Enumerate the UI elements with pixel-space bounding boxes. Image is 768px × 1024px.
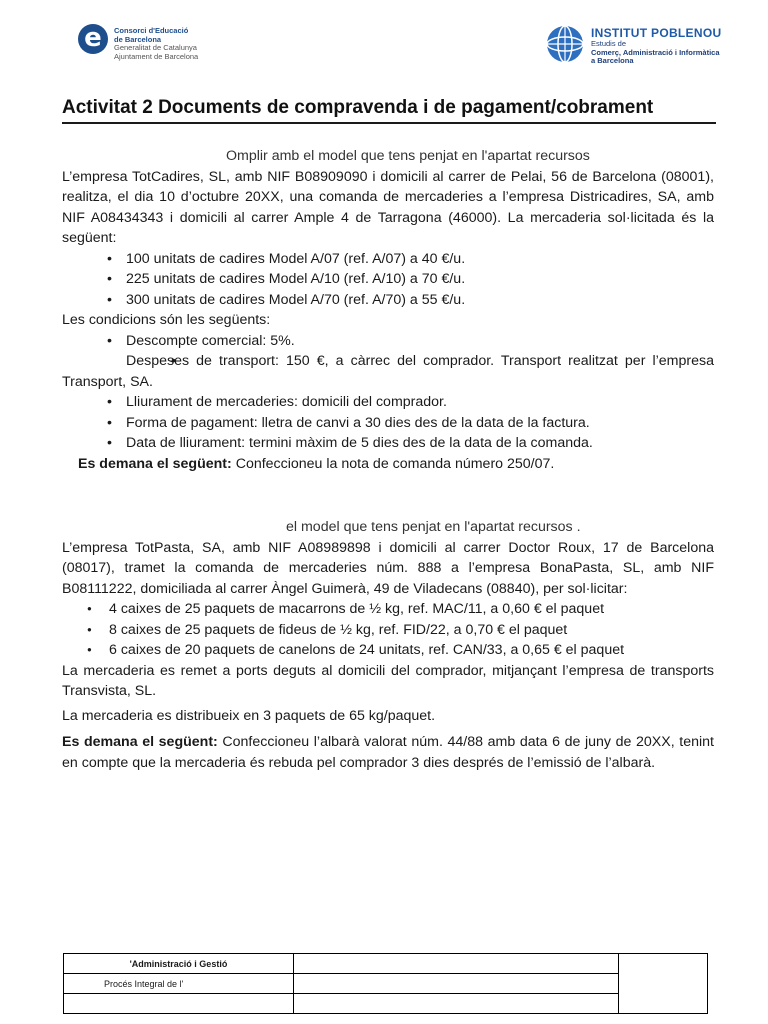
intro-paragraph: L’empresa TotCadires, SL, amb NIF B08909090 i domicili al carrer de Pelai, 56 de Barcelona (08001), realitza, el dia 10 d’octubre 20XX, una comanda de mercaderies a l’empresa Districadires, SA, amb NIF A08434343 i domicili al carrer Ample 4 de Tarragona (46000). La mercaderia sol·licitada és la següent:: [62, 168, 714, 246]
footer-cell-empty: [294, 994, 619, 1014]
logo-line: Consorci d'Educació: [114, 26, 189, 35]
list-item: • Lliurament de mercaderies: domicili del comprador.: [62, 392, 714, 413]
list-item: [62, 351, 714, 392]
footer-cell-empty: [619, 954, 708, 1014]
footer-cell-empty: [64, 994, 294, 1014]
table-row: [64, 954, 708, 974]
list-item: ● 8 caixes de 25 paquets de fideus de ½ kg, ref. FID/22, a 0,70 € el paquet: [62, 620, 714, 641]
table-row: [64, 994, 708, 1014]
task-statement: [62, 732, 714, 773]
globe-logo-icon: [545, 24, 585, 64]
footer-cell-label: 'Administració i Gestió: [64, 954, 294, 974]
logo-line: Estudis de: [591, 39, 627, 48]
task-statement: [62, 454, 714, 475]
list-item: ● 4 caixes de 25 paquets de macarrons de ½ kg, ref. MAC/11, a 0,60 € el paquet: [62, 599, 714, 620]
institut-name: INSTITUT POBLENOU: [591, 26, 722, 40]
packages-paragraph: La mercaderia es distribueix en 3 paquets de 65 kg/paquet.: [62, 707, 436, 724]
consorci-logo-text: [114, 27, 198, 61]
list-item: • 300 unitats de cadires Model A/70 (ref. A/70) a 55 €/u.: [62, 290, 714, 311]
list-item: • 225 unitats de cadires Model A/10 (ref. A/10) a 70 €/u.: [62, 269, 714, 290]
list-item: • Descompte comercial: 5%.: [62, 331, 714, 352]
order-items-list: [62, 599, 714, 661]
logo-line: Ajuntament de Barcelona: [114, 51, 199, 61]
institut-logo-text: [591, 27, 721, 66]
consorci-logo: [78, 24, 198, 61]
logo-line: a Barcelona: [591, 56, 634, 65]
footer-table: [63, 953, 708, 1014]
task-label: Es demana el següent:: [78, 455, 232, 472]
section-2: [62, 517, 714, 773]
list-item: ● 6 caixes de 20 paquets de canelons de 24 unitats, ref. CAN/33, a 0,65 € el paquet: [62, 640, 714, 661]
footer-cell-label: Procés Integral de l': [64, 974, 294, 994]
intro-paragraph: L’empresa TotPasta, SA, amb NIF A08989898 i domicili al carrer Doctor Roux, 17 de Barcelona (08017), tramet la comanda de mercaderies núm. 888 a l’empresa BonaPasta, SL, amb NIF B08111222, domiciliada al carrer Àngel Guimerà, 49 de Viladecans (08840), per sol·licitar:: [62, 539, 714, 597]
footer-cell-empty: [294, 974, 619, 994]
conditions-label: Les condicions són les següents:: [62, 312, 271, 328]
list-item: • 100 unitats de cadires Model A/07 (ref. A/07) a 40 €/u.: [62, 249, 714, 270]
page-header: [0, 0, 768, 92]
task-text: Confeccioneu la nota de comanda número 250/07.: [231, 455, 555, 472]
list-item: • Data de lliurament: termini màxim de 5 dies des de la data de la comanda.: [62, 433, 714, 454]
section-1: [62, 146, 714, 474]
order-items-list: [62, 249, 714, 311]
logo-line: Comerç, Administració i Informàtica: [591, 47, 720, 57]
conditions-list: [62, 331, 714, 454]
instruction-note: el model que tens penjat en l'apartat recursos .: [286, 519, 581, 535]
page-title: Activitat 2 Documents de compravenda i de pagament/cobrament: [62, 97, 716, 124]
list-item: • Forma de pagament: lletra de canvi a 30 dies des de la data de la factura.: [62, 413, 714, 434]
logo-line: de Barcelona: [114, 34, 162, 44]
e-logo-icon: e: [78, 24, 108, 54]
logo-line: Generalitat de Catalunya: [114, 43, 197, 52]
table-row: [64, 974, 708, 994]
shipping-paragraph: La mercaderia es remet a ports deguts al domicili del comprador, mitjançant l’empresa de transports Transvista, SL.: [62, 662, 714, 699]
task-label: Es demana el següent:: [62, 734, 218, 750]
task-text: Confeccioneu l’albarà valorat núm. 44/88 amb data 6 de juny de 20XX, tenint en compte que la mercaderia és rebuda pel comprador 3 dies després de l’emissió de l’albarà.: [62, 734, 714, 771]
institut-logo: [545, 24, 721, 66]
footer-cell-empty: [294, 954, 619, 974]
instruction-note: Omplir amb el model que tens penjat en l'apartat recursos: [226, 148, 590, 164]
list-item-text: Despeses de transport: 150 €, a càrrec del comprador. Transport realitzat per l’empresa Transport, SA.: [62, 353, 714, 390]
